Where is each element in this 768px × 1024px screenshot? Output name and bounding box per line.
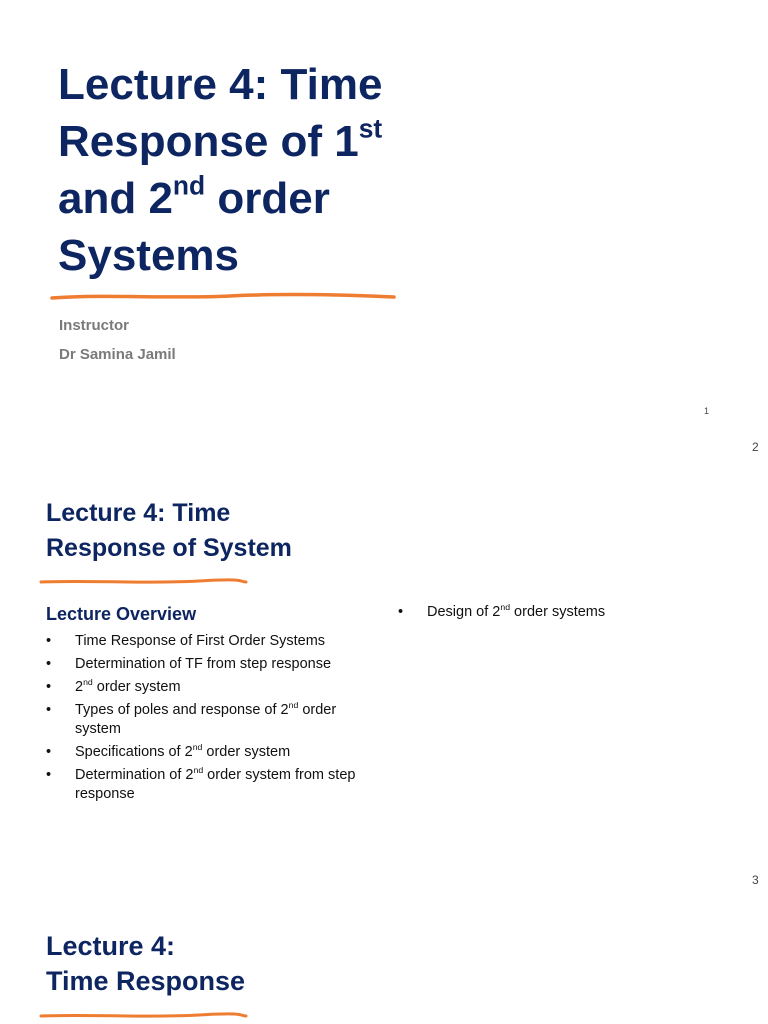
overview-item-4-rest: order (298, 702, 337, 718)
slide3-accent-stroke (41, 1014, 246, 1016)
slide1-title-line3-text: and 2 (58, 174, 173, 223)
overview-item-4-cont: system (75, 721, 121, 737)
slide3-title (46, 929, 245, 999)
overview-item-4 (46, 701, 406, 739)
slide1-title-line3-rest: order (205, 174, 330, 223)
slide3-title-line1: Lecture 4: (46, 931, 176, 961)
overview-item-5-sup: nd (192, 741, 203, 752)
slide3-page-number: 3 (752, 873, 759, 887)
overview-item-6-cont: response (75, 786, 135, 802)
overview-item-4-sup: nd (288, 699, 299, 710)
overview-heading: Lecture Overview (46, 604, 197, 624)
overview-item-6-rest: order system from step (203, 767, 356, 783)
overview-item-design-text: Design of 2 (427, 604, 501, 620)
slide1-title-line4: Systems (58, 231, 240, 280)
slide1-title-line2-sup: st (358, 113, 383, 144)
slide1-accent-underline (50, 292, 396, 302)
slide1-title-line2-text: Response of 1 (58, 117, 359, 166)
overview-item-5-text: Specifications of 2 (75, 744, 193, 760)
overview-item-3-rest: order system (92, 679, 181, 695)
slide3-title-line2: Time Response (46, 966, 246, 996)
slide1-title-line3 (58, 170, 438, 227)
overview-item-1-text: Time Response of First Order Systems (75, 633, 326, 649)
overview-list (46, 632, 406, 804)
slide1-title-line3-sup: nd (172, 170, 206, 201)
slide3-accent-underline (39, 1012, 249, 1020)
slide2-accent-underline (39, 578, 249, 586)
overview-item-design-rest: order systems (510, 604, 606, 620)
slide2-title (46, 496, 292, 566)
overview-item-6-sup: nd (193, 764, 204, 775)
overview-item-3-sup: nd (83, 676, 93, 687)
overview-item-6 (46, 766, 406, 804)
slide1-title-line2 (58, 113, 438, 170)
overview-item-5 (46, 743, 406, 762)
overview-item-1 (46, 632, 406, 651)
overview-item-3 (46, 678, 406, 697)
slide2-title-line2: Response of System (46, 534, 292, 562)
overview-item-2 (46, 655, 406, 674)
slide1-title-line1: Lecture 4: Time (58, 60, 383, 109)
slide1-title (58, 56, 438, 284)
overview-item-4-text: Types of poles and response of 2 (75, 702, 289, 718)
overview-item-2-text: Determination of TF from step response (75, 656, 332, 672)
slide1-page-number: 1 (704, 406, 710, 416)
overview-item-design (398, 603, 738, 622)
slide2-title-line1: Lecture 4: Time (46, 499, 231, 527)
overview-item-6-text: Determination of 2 (75, 767, 194, 783)
overview-item-5-rest: order system (202, 744, 291, 760)
slide2-accent-stroke (41, 580, 246, 582)
slide1-accent-stroke (52, 294, 394, 298)
instructor-name: Dr Samina Jamil (59, 346, 176, 363)
instructor-label: Instructor (59, 317, 130, 334)
overview-item-design-sup: nd (500, 601, 511, 612)
overview-item-3-text: 2 (75, 679, 84, 695)
overview-right-column (398, 603, 738, 622)
slide2-page-number: 2 (752, 440, 759, 454)
